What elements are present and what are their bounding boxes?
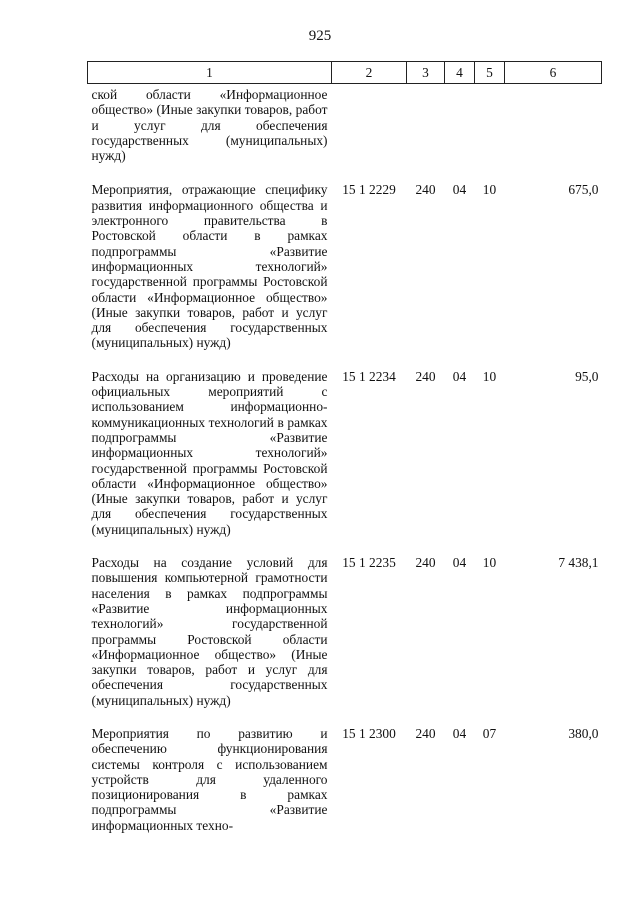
- row-description: Мероприятия, отражающие специфику развития информационного общества и электронного правительства в Ростовской области в рамках подпрограммы «Развитие информационных технологий» государственной программы Ростовской области «Информационное общество» (Иные закупки товаров, работ и услуг для обеспечения государственных (муниципальных) нужд): [91, 182, 328, 351]
- table-row: [88, 364, 602, 550]
- row-amount: 380,0: [568, 725, 599, 741]
- header-col-4: 4: [445, 62, 475, 84]
- table-row: [88, 177, 602, 363]
- row-expense-type: 240: [415, 182, 436, 198]
- row-subsection: 10: [482, 368, 497, 384]
- header-col-3: 3: [407, 62, 445, 84]
- table-header-row: [88, 62, 602, 84]
- row-expense-type: 240: [415, 555, 436, 571]
- row-section: 04: [452, 182, 467, 198]
- row-description: Расходы на создание условий для повышения компьютерной грамотности населения в рамках подпрограммы «Развитие информационных технологий» государственной программы Ростовской области «Информационное общество» (Иные закупки товаров, работ и услуг для обеспечения государственных (муниципальных) нужд): [91, 555, 328, 708]
- row-expense-type: [407, 84, 445, 178]
- row-section: [445, 84, 475, 178]
- row-target-code: 15 1 2234: [342, 368, 396, 384]
- row-subsection: [475, 84, 505, 178]
- row-subsection: 10: [482, 182, 497, 198]
- row-target-code: 15 1 2229: [342, 182, 396, 198]
- row-amount: [505, 84, 602, 178]
- row-amount: 95,0: [575, 368, 599, 384]
- row-section: 04: [452, 368, 467, 384]
- header-col-6: 6: [505, 62, 602, 84]
- table-row: [88, 550, 602, 721]
- row-amount: 675,0: [568, 182, 599, 198]
- row-section: 04: [452, 555, 467, 571]
- row-target-code: [332, 84, 407, 178]
- row-subsection: 10: [482, 555, 497, 571]
- header-col-1: 1: [88, 62, 332, 84]
- row-description: Расходы на организацию и проведение официальных мероприятий с использованием информационно-коммуникационных технологий в рамках подпрограммы «Развитие информационных технологий» государственной программы Ростовской области «Информационное общество» (Иные закупки товаров, работ и услуг для обеспечения государственных (муниципальных) нужд): [91, 368, 328, 537]
- header-col-5: 5: [475, 62, 505, 84]
- row-description: Мероприятия по развитию и обеспечению функционирования системы контроля с использованием устройств для удаленного позиционирования в рамках подпрограммы «Развитие информационных техно-: [91, 725, 328, 833]
- table-row: [88, 721, 602, 846]
- row-target-code: 15 1 2300: [342, 725, 396, 741]
- row-section: 04: [452, 725, 467, 741]
- row-target-code: 15 1 2235: [342, 555, 396, 571]
- table-row: [88, 84, 602, 178]
- row-expense-type: 240: [415, 725, 436, 741]
- row-expense-type: 240: [415, 368, 436, 384]
- page-number: 925: [308, 28, 332, 44]
- row-amount: 7 438,1: [558, 555, 599, 571]
- budget-table: [87, 61, 602, 846]
- header-col-2: 2: [332, 62, 407, 84]
- row-subsection: 07: [482, 725, 497, 741]
- row-description: ской области «Информационное общество» (Иные закупки товаров, работ и услуг для обеспечения государственных (муниципальных) нужд): [91, 87, 328, 164]
